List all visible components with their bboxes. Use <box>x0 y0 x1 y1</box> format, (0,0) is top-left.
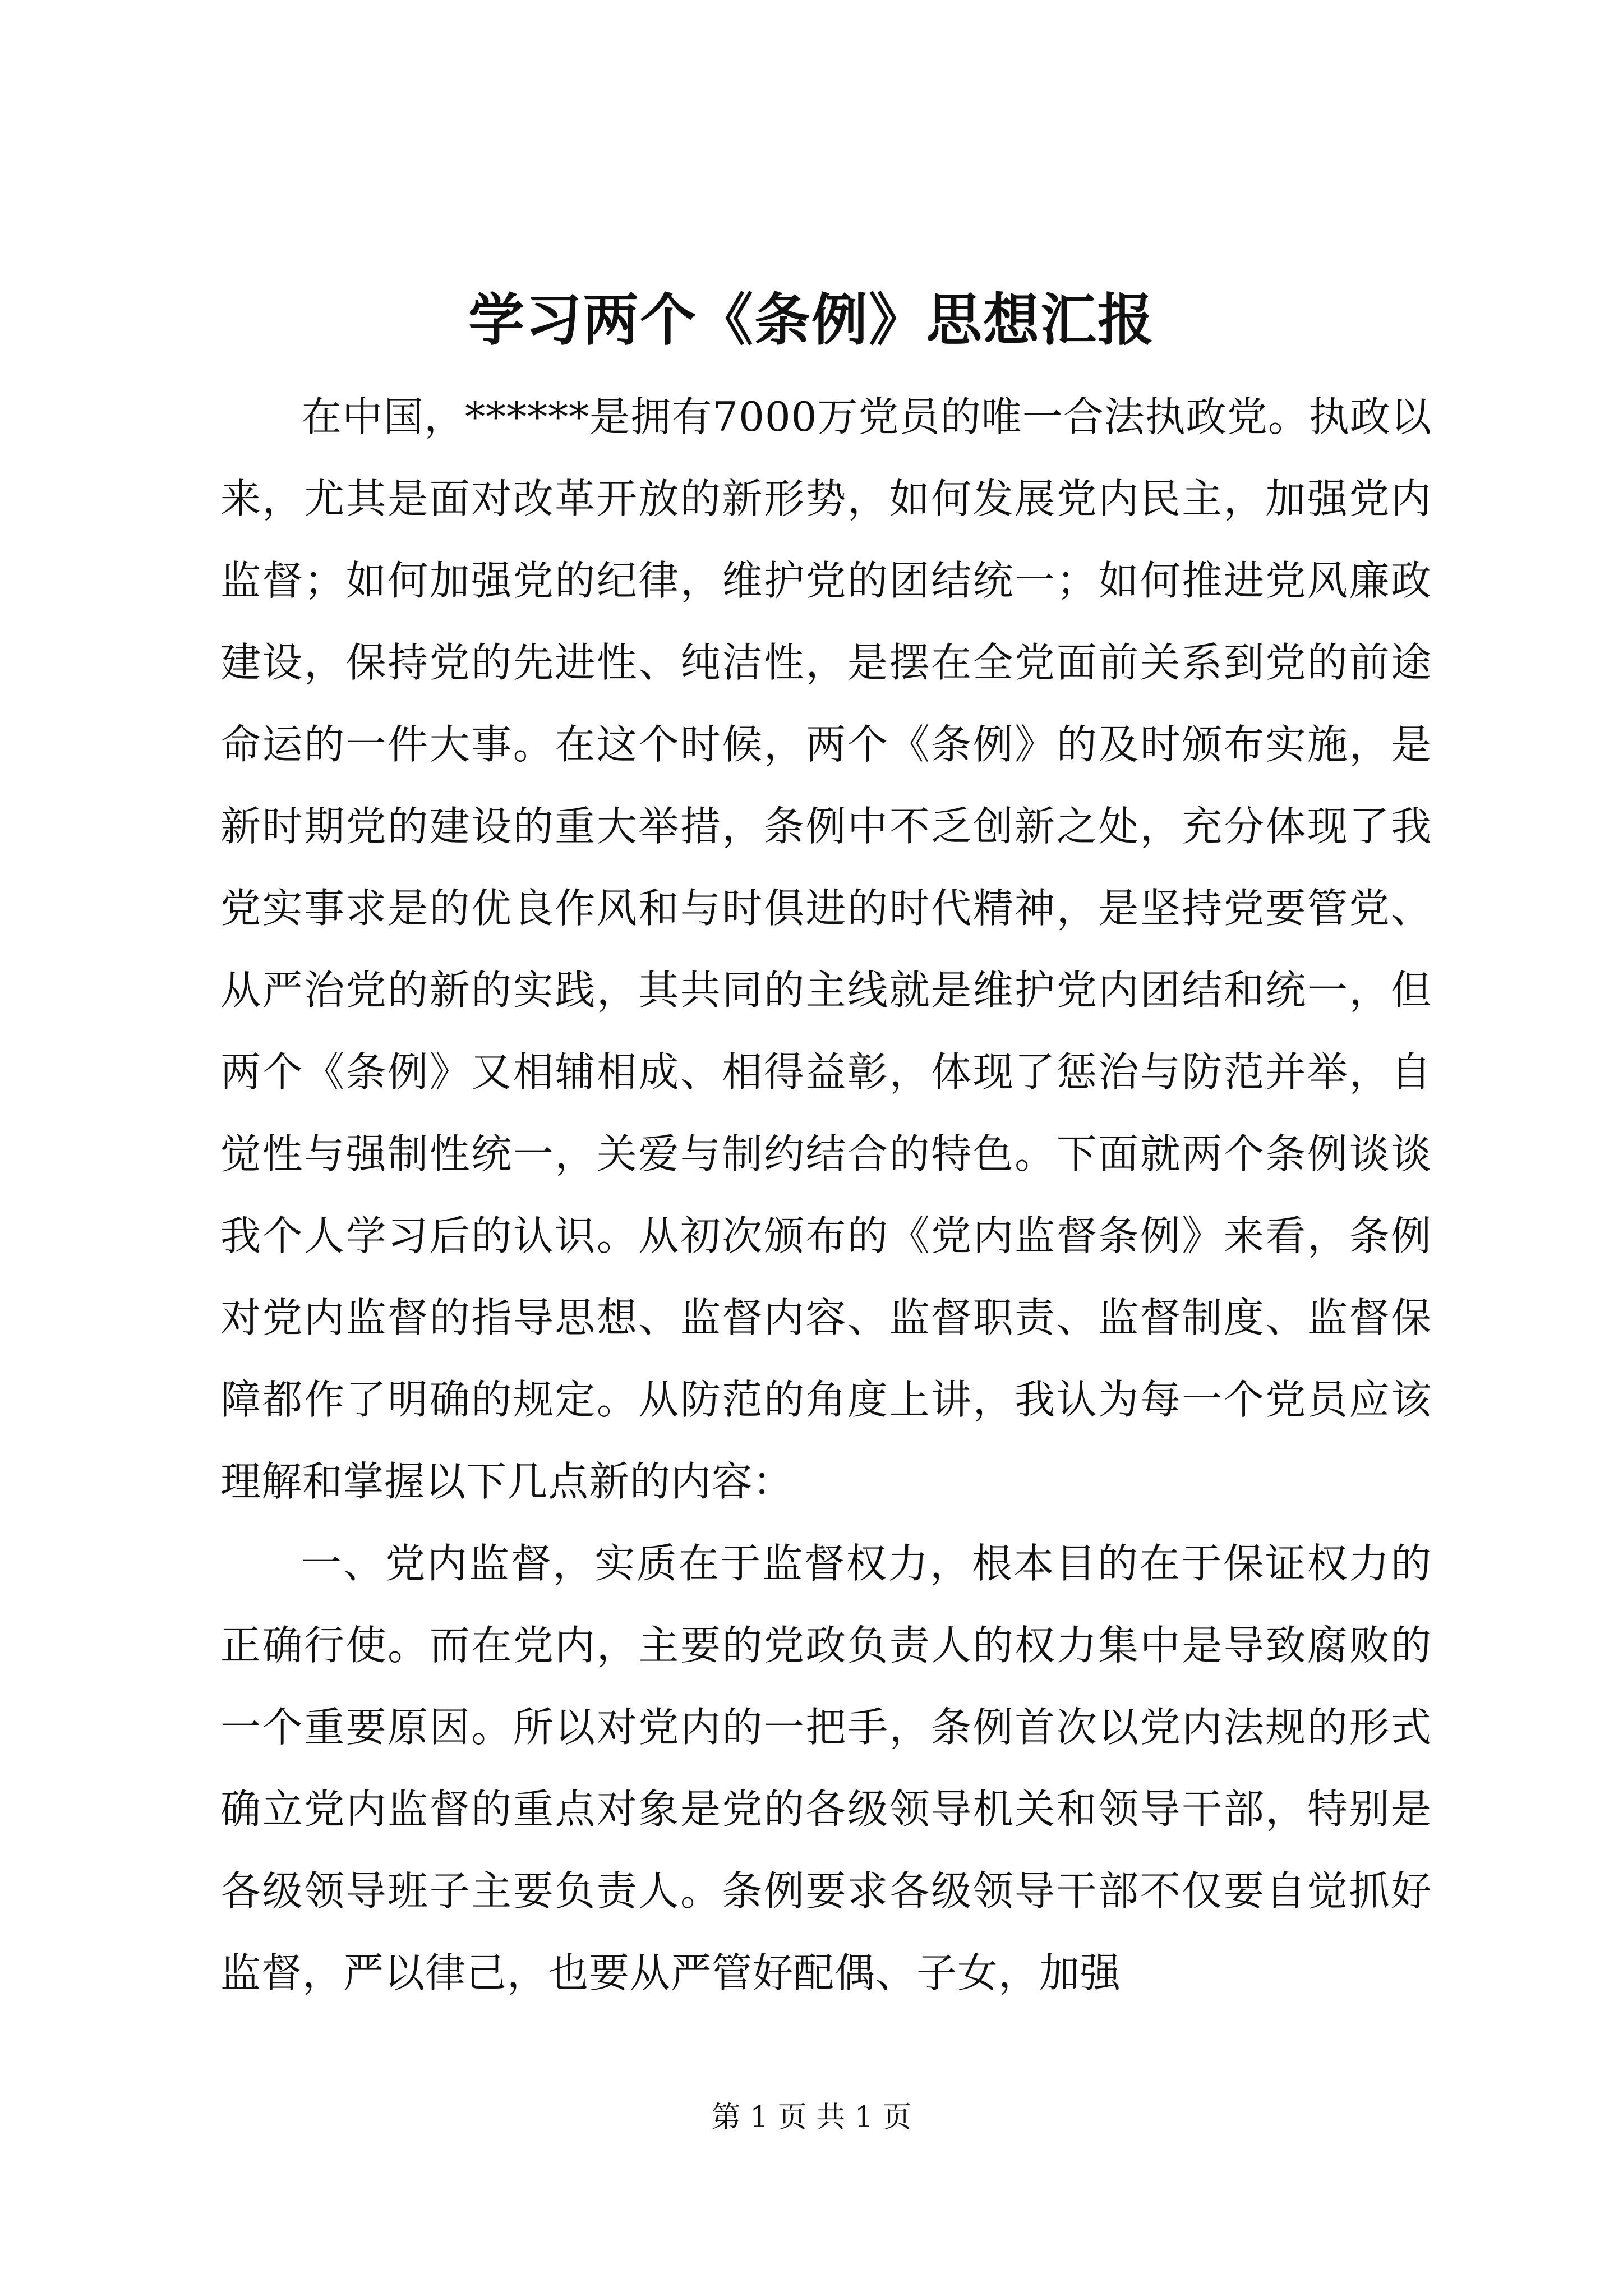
document-title: 学习两个《条例》思想汇报 <box>468 287 1155 353</box>
page-footer: 第 1 页 共 1 页 <box>711 2101 912 2134</box>
document-body <box>220 376 1432 2014</box>
paragraph-point-one: 一、党内监督，实质在于监督权力，根本目的在于保证权力的正确行使。而在党内，主要的党政负责人的权力集中是导致腐败的一个重要原因。所以对党内的一把手，条例首次以党内法规的形式确立党内监督的重点对象是党的各级领导机关和领导干部，特别是各级领导班子主要负责人。条例要求各级领导干部不仅要自觉抓好监督，严以律己，也要从严管好配偶、子女，加强 <box>220 1540 1432 1996</box>
paragraph-intro: 在中国，******是拥有7000万党员的唯一合法执政党。执政以来，尤其是面对改革开放的新形势，如何发展党内民主，加强党内监督；如何加强党的纪律，维护党的团结统一；如何推进党风廉政建设，保持党的先进性、纯洁性，是摆在全党面前关系到党的前途命运的一件大事。在这个时候，两个《条例》的及时颁布实施，是新时期党的建设的重大举措，条例中不乏创新之处，充分体现了我党实事求是的优良作风和与时俱进的时代精神，是坚持党要管党、从严治党的新的实践，其共同的主线就是维护党内团结和统一，但两个《条例》又相辅相成、相得益彰，体现了惩治与防范并举，自觉性与强制性统一，关爱与制约结合的特色。下面就两个条例谈谈我个人学习后的认识。从初次颁布的《党内监督条例》来看，条例对党内监督的指导思想、监督内容、监督职责、监督制度、监督保障都作了明确的规定。从防范的角度上讲，我认为每一个党员应该理解和掌握以下几点新的内容： <box>220 393 1432 1505</box>
